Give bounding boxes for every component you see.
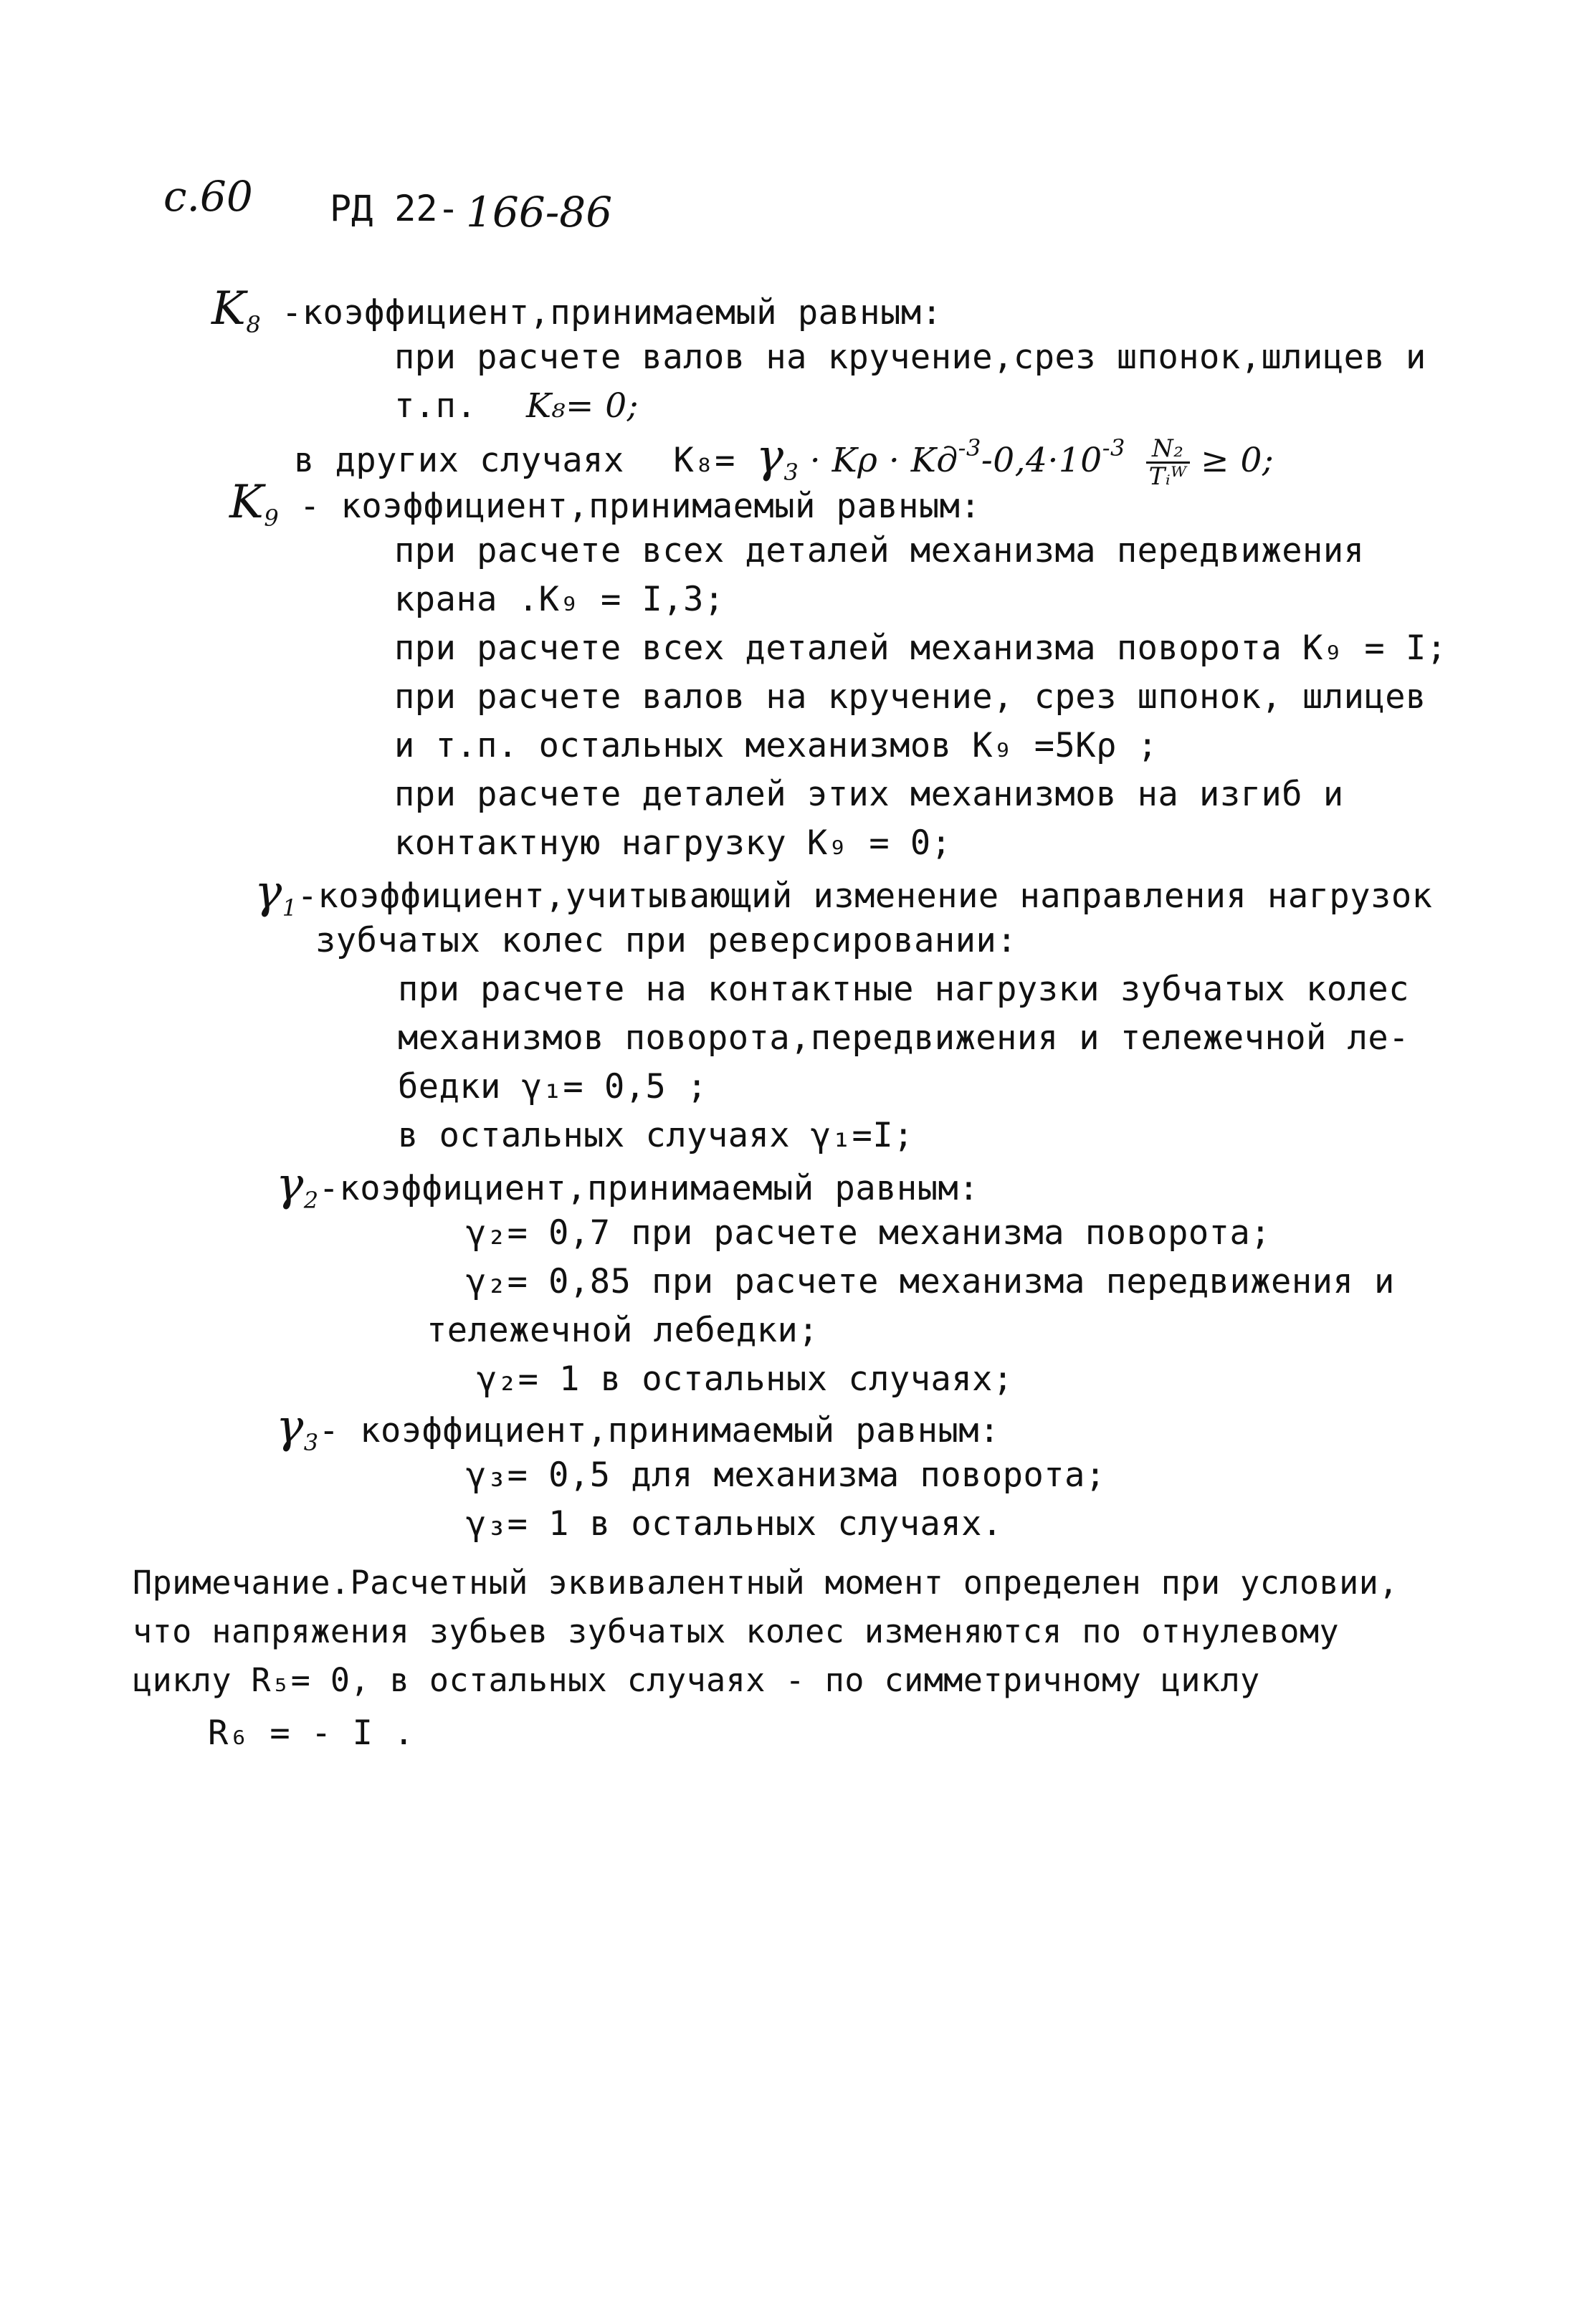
k9-line-3: при расчете всех деталей механизма поворота K₉ = I;	[394, 628, 1447, 668]
k8-symbol: K	[211, 282, 247, 335]
k8-formula-gamma: γ	[756, 430, 784, 483]
k9-line-7: контактную нагрузку K₉ = 0;	[394, 823, 952, 863]
k8-case-1b-formula: K₈= 0;	[525, 386, 639, 426]
note-line-1: Примечание.Расчетный эквивалентный момент определен при условии,	[133, 1564, 1398, 1602]
k8-case-1b	[394, 386, 639, 427]
page-number: с.60	[163, 172, 253, 221]
k8-definition	[211, 282, 943, 338]
doc-prefix: РД 22-	[330, 188, 459, 229]
k8-formula-tail: -0,4·10	[981, 441, 1102, 480]
g1-definition	[254, 866, 1433, 922]
k9-line-5: и т.п. остальных механизмов K₉ =5Kρ ;	[394, 726, 1158, 765]
k8-fraction-den: Tᵢᵂ	[1148, 462, 1187, 491]
doc-number: 166-86	[466, 188, 613, 236]
k8-formula-end: ≥ 0;	[1189, 441, 1274, 480]
k8-case-1b-text: т.п.	[394, 386, 477, 426]
g3-line-2: γ₃= 1 в остальных случаях.	[466, 1504, 1003, 1544]
g1-definition-text: -коэффициент,учитывающий изменение направления нагрузок	[297, 876, 1433, 916]
k8-formula-mid: · Kρ · Kд	[799, 441, 958, 480]
k8-symbol-sub: 8	[246, 311, 262, 338]
k8-formula-exp2: -3	[1102, 434, 1125, 462]
g1-symbol-sub: 1	[282, 894, 297, 922]
g1-line-1: при расчете на контактные нагрузки зубчатых колес	[398, 970, 1410, 1009]
k9-definition	[229, 476, 981, 532]
note-line-2: что напряжения зубьев зубчатых колес изменяются по отнулевому	[133, 1612, 1340, 1650]
note-line-3: циклу R₅= 0, в остальных случаях - по симметричному циклу	[133, 1661, 1260, 1699]
g3-definition	[276, 1400, 1000, 1456]
k9-line-6: при расчете деталей этих механизмов на изгиб и	[394, 775, 1344, 814]
k8-formula-exp: -3	[958, 434, 981, 462]
g1-line-3: бедки γ₁= 0,5 ;	[398, 1067, 707, 1106]
g3-symbol: γ	[276, 1400, 304, 1453]
k8-fraction-num: N₂	[1146, 436, 1190, 464]
k8-case-2-text: в других случаях	[294, 441, 624, 480]
g3-definition-text: - коэффициент,принимаемый равным:	[318, 1411, 1000, 1450]
k9-line-2: крана .K₉ = I,3;	[394, 580, 725, 619]
g2-line-1: γ₂= 0,7 при расчете механизма поворота;	[466, 1213, 1272, 1253]
k9-line-4: при расчете валов на кручение, срез шпонок, шлицев	[394, 677, 1426, 717]
g3-line-1: γ₃= 0,5 для механизма поворота;	[466, 1455, 1106, 1495]
k9-symbol-sub: 9	[264, 505, 280, 532]
k8-case-1: при расчете валов на кручение,срез шпонок,шлицев и	[394, 338, 1426, 377]
g2-line-2: γ₂= 0,85 при расчете механизма передвижения и	[466, 1262, 1395, 1301]
k9-symbol: K	[229, 476, 264, 529]
k8-formula-gamma-sub: 3	[783, 459, 799, 486]
g2-line-3: тележечной лебедки;	[426, 1311, 819, 1350]
g1-line-2: механизмов поворота,передвижения и тележечной ле-	[398, 1018, 1410, 1058]
g2-line-4: γ₂= 1 в остальных случаях;	[477, 1359, 1014, 1399]
note-line-4: R₆ = - I .	[208, 1713, 414, 1753]
g2-definition	[276, 1158, 980, 1214]
g3-symbol-sub: 3	[303, 1429, 319, 1456]
k8-fraction	[1146, 436, 1190, 489]
g1-symbol: γ	[254, 866, 282, 919]
k8-definition-text: -коэффициент,принимаемый равным:	[281, 293, 943, 333]
g1-definition-2: зубчатых колес при реверсировании:	[315, 921, 1018, 960]
g1-line-4: в остальных случаях γ₁=I;	[398, 1116, 914, 1155]
k9-definition-text: - коэффициент,принимаемый равным:	[299, 487, 981, 526]
g2-symbol-sub: 2	[303, 1187, 319, 1214]
g2-definition-text: -коэффициент,принимаемый равным:	[318, 1169, 980, 1208]
k9-line-1: при расчете всех деталей механизма передвижения	[394, 531, 1365, 570]
g2-symbol: γ	[276, 1158, 304, 1211]
k8-formula-lead: K₈=	[673, 441, 756, 480]
